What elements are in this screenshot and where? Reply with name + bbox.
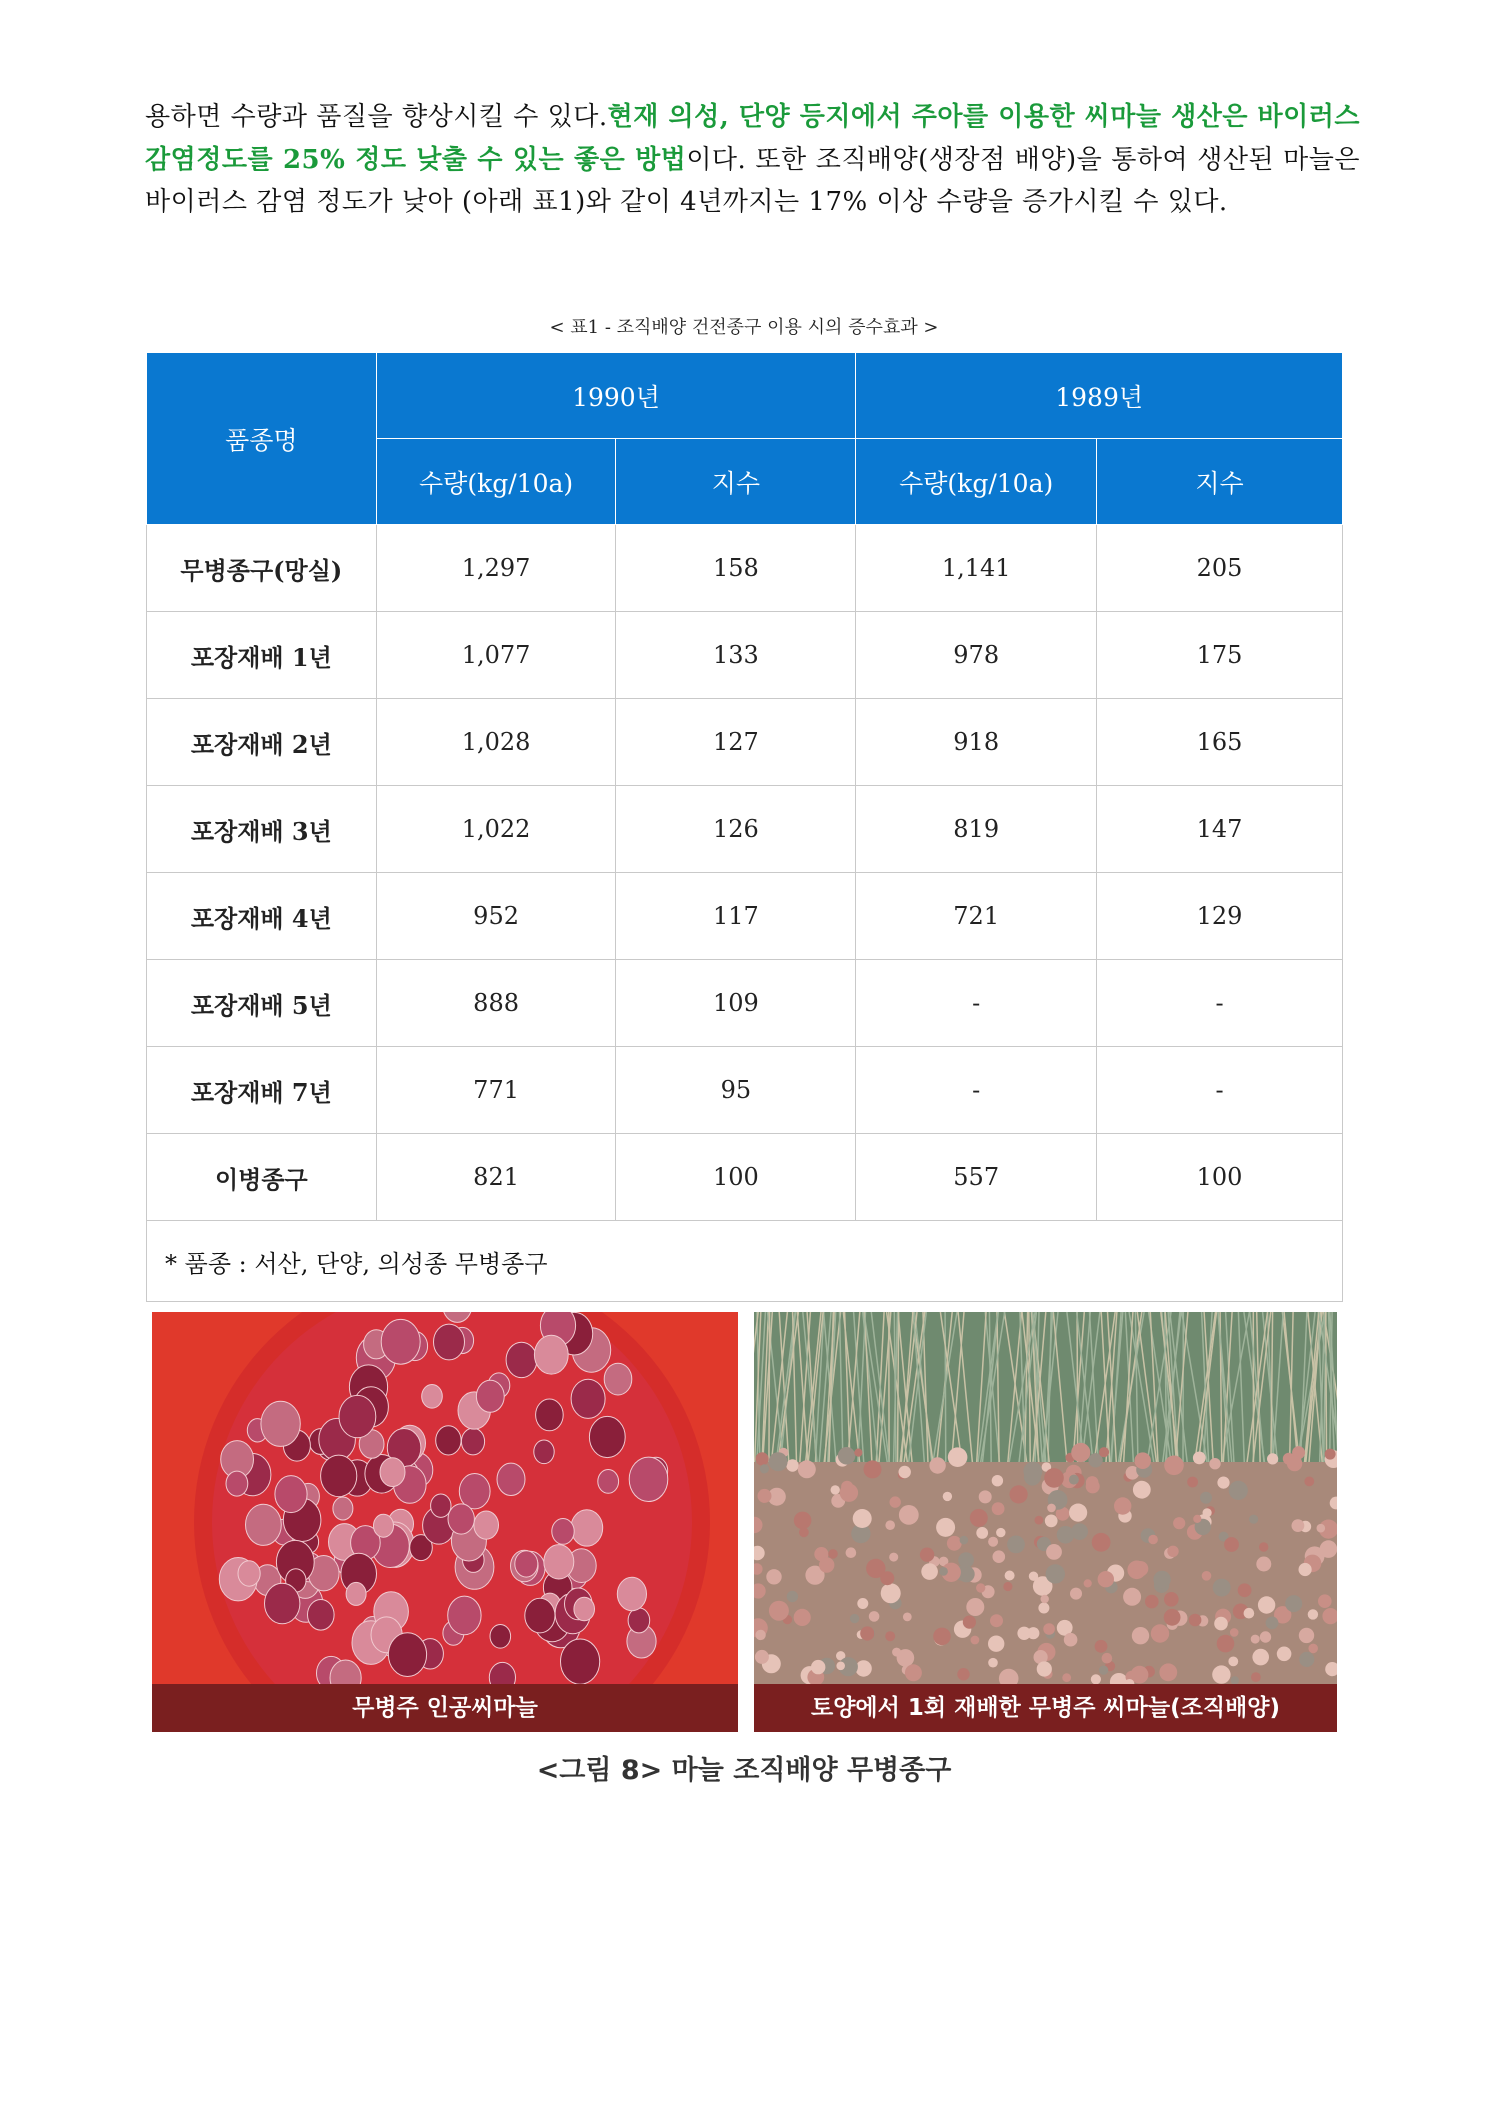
index-1989-cell: 129	[1097, 873, 1343, 960]
seed-garlic-photo	[152, 1312, 738, 1732]
index-1990-cell: 109	[616, 960, 856, 1047]
table-footnote: * 품종 : 서산, 단양, 의성종 무병종구	[147, 1221, 1343, 1302]
index-1990-cell: 100	[616, 1134, 856, 1221]
table-row	[147, 873, 1343, 960]
index-1989-cell: 100	[1097, 1134, 1343, 1221]
yield-1990-cell: 1,077	[376, 612, 616, 699]
field-garlic-photo	[754, 1312, 1337, 1732]
variety-cell: 포장재배 3년	[147, 786, 377, 873]
index-1989-cell: 165	[1097, 699, 1343, 786]
index-1990-cell: 127	[616, 699, 856, 786]
yield-1990-cell: 1,022	[376, 786, 616, 873]
seed-garlic-image	[152, 1312, 738, 1684]
table-row	[147, 1134, 1343, 1221]
year-1990-header: 1990년	[376, 353, 856, 439]
table-row	[147, 960, 1343, 1047]
index-1989-cell: 175	[1097, 612, 1343, 699]
variety-cell: 포장재배 2년	[147, 699, 377, 786]
variety-cell: 무병종구(망실)	[147, 525, 377, 612]
yield-1989-cell: 557	[856, 1134, 1097, 1221]
table-row	[147, 1047, 1343, 1134]
variety-header: 품종명	[147, 353, 377, 525]
table-row	[147, 699, 1343, 786]
index-header-1990: 지수	[616, 439, 856, 525]
paragraph-text-1: 용하면 수량과 품질을 향상시킬 수 있다.	[145, 102, 608, 132]
yield-1989-cell: 819	[856, 786, 1097, 873]
table-row	[147, 525, 1343, 612]
variety-cell: 포장재배 5년	[147, 960, 377, 1047]
photo-row	[152, 1312, 1337, 1732]
yield-1990-cell: 771	[376, 1047, 616, 1134]
body-paragraph	[145, 96, 1360, 224]
index-1990-cell: 133	[616, 612, 856, 699]
figure-caption: <그림 8> 마늘 조직배양 무병종구	[536, 1755, 952, 1786]
yield-1990-cell: 821	[376, 1134, 616, 1221]
table-row	[147, 612, 1343, 699]
yield-1990-cell: 1,297	[376, 525, 616, 612]
yield-1989-cell: -	[856, 960, 1097, 1047]
year-1989-header: 1989년	[856, 353, 1343, 439]
index-header-1989: 지수	[1097, 439, 1343, 525]
field-garlic-image	[754, 1312, 1337, 1684]
yield-table	[146, 352, 1343, 1302]
variety-cell: 이병종구	[147, 1134, 377, 1221]
yield-1989-cell: 1,141	[856, 525, 1097, 612]
yield-1990-cell: 888	[376, 960, 616, 1047]
paragraph-highlight: 현재 의성, 단양 등지에서 주아를 이용한 씨마늘 생산은 바이러스 감염정도를 25% 정도 낮출 수 있는 좋은 방법	[145, 102, 1361, 175]
yield-header-1990: 수량(kg/10a)	[376, 439, 616, 525]
index-1989-cell: -	[1097, 1047, 1343, 1134]
yield-1989-cell: 918	[856, 699, 1097, 786]
table-caption: < 표1 - 조직배양 건전종구 이용 시의 증수효과 >	[549, 317, 939, 338]
yield-1990-cell: 1,028	[376, 699, 616, 786]
variety-cell: 포장재배 7년	[147, 1047, 377, 1134]
variety-cell: 포장재배 4년	[147, 873, 377, 960]
yield-header-1989: 수량(kg/10a)	[856, 439, 1097, 525]
yield-1989-cell: 721	[856, 873, 1097, 960]
paragraph-text-2: 이다. 또한 조직배양(생장점 배양)을 통하여 생산된 마늘은 바이러스 감염 정도가 낮아 (아래 표1)와 같이 4년까지는 17% 이상 수량을 증가시킬 수 있다.	[145, 144, 1361, 217]
index-1989-cell: -	[1097, 960, 1343, 1047]
left-photo-label: 무병주 인공씨마늘	[152, 1684, 738, 1732]
index-1990-cell: 95	[616, 1047, 856, 1134]
variety-cell: 포장재배 1년	[147, 612, 377, 699]
yield-1989-cell: -	[856, 1047, 1097, 1134]
index-1990-cell: 117	[616, 873, 856, 960]
table-row	[147, 786, 1343, 873]
index-1990-cell: 126	[616, 786, 856, 873]
yield-1989-cell: 978	[856, 612, 1097, 699]
right-photo-label: 토양에서 1회 재배한 무병주 씨마늘(조직배양)	[754, 1684, 1337, 1732]
yield-1990-cell: 952	[376, 873, 616, 960]
index-1990-cell: 158	[616, 525, 856, 612]
index-1989-cell: 147	[1097, 786, 1343, 873]
index-1989-cell: 205	[1097, 525, 1343, 612]
